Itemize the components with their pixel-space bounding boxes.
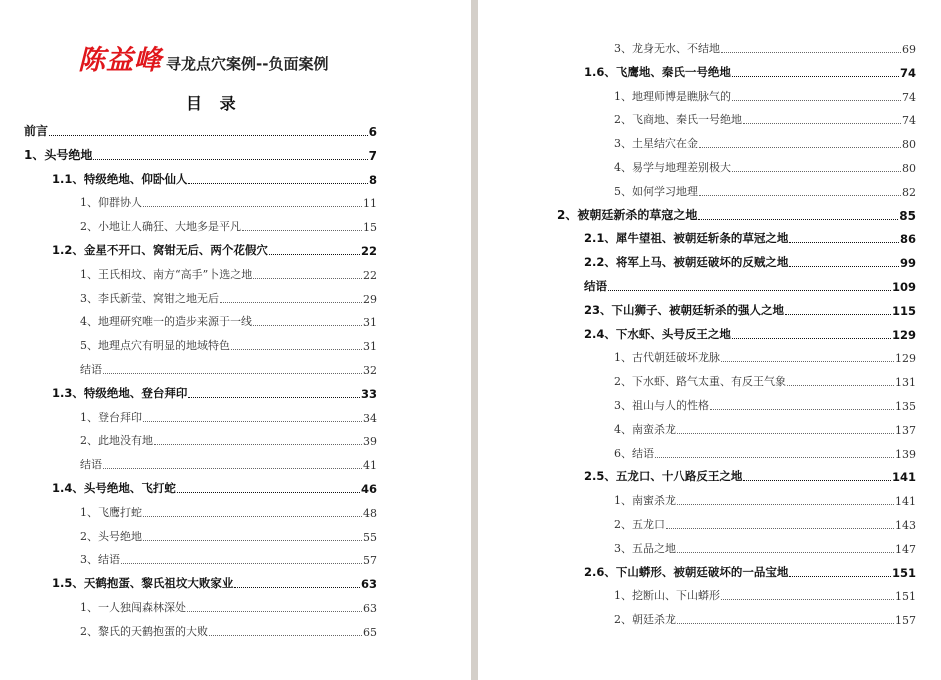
toc-entry[interactable]: [614, 157, 916, 175]
leader-dots: [743, 122, 901, 124]
toc-entry-label: 4、易学与地理差别极大: [614, 161, 731, 174]
leader-dots: [677, 622, 894, 624]
toc-entry-label: 3、龙身无水、不结地: [614, 42, 720, 55]
toc-entry[interactable]: [584, 228, 916, 246]
toc-entry-label: 2.6、下山蟒形、被朝廷破坏的一品宝地: [584, 564, 789, 579]
leader-dots: [177, 491, 360, 493]
toc-entry[interactable]: [24, 145, 377, 163]
toc-entry-page: 48: [363, 506, 377, 520]
leader-dots: [143, 539, 362, 541]
leader-dots: [789, 575, 891, 577]
toc-entry-page: 29: [363, 292, 377, 306]
leader-dots: [698, 218, 898, 220]
toc-entry-label: 4、地理研究唯一的造步来源于一线: [80, 315, 252, 329]
toc-entry-label: 6、结语: [614, 446, 654, 460]
toc-entry-label: 1.4、头号绝地、飞打蛇: [52, 481, 176, 495]
toc-entry-page: 139: [895, 447, 916, 461]
leader-dots: [49, 134, 368, 136]
toc-entry-page: 137: [895, 423, 916, 437]
toc-entry-label: 5、如何学习地理: [614, 184, 698, 198]
leader-dots: [143, 205, 362, 207]
toc-entry[interactable]: [557, 205, 916, 223]
author-name: 陈益峰: [78, 45, 162, 76]
toc-entry[interactable]: [614, 38, 916, 56]
toc-entry-label: 2、五龙口: [614, 518, 665, 531]
toc-entry-page: 31: [363, 316, 377, 330]
toc-entry-label: 2、被朝廷新杀的草寇之地: [557, 207, 698, 222]
toc-entry[interactable]: [80, 621, 377, 639]
toc-entry[interactable]: [614, 419, 916, 437]
toc-entry[interactable]: [80, 526, 377, 544]
toc-entry-page: 141: [895, 495, 916, 509]
toc-entry[interactable]: [52, 383, 377, 401]
leader-dots: [93, 158, 367, 160]
toc-entry[interactable]: [52, 240, 377, 258]
leader-dots: [269, 253, 360, 255]
toc-entry-label: 前言: [24, 124, 49, 138]
toc-entry-page: 131: [895, 376, 916, 390]
leader-dots: [242, 229, 362, 231]
toc-entry[interactable]: [584, 562, 916, 580]
toc-entry[interactable]: [80, 430, 377, 448]
toc-entry-page: 80: [902, 162, 916, 175]
toc-entry-page: 99: [899, 256, 916, 271]
toc-entry[interactable]: [80, 335, 377, 353]
toc-entry[interactable]: [52, 169, 377, 187]
toc-entry-page: 69: [902, 43, 916, 56]
leader-dots: [103, 467, 362, 469]
toc-entry-page: 31: [363, 340, 377, 354]
toc-entry-label: 结语: [80, 458, 102, 472]
leader-dots: [608, 289, 891, 291]
toc-entry[interactable]: [584, 324, 916, 342]
toc-heading: 目 录: [186, 94, 242, 113]
toc-entry-label: 结语: [584, 279, 607, 293]
toc-entry-page: 109: [891, 280, 916, 294]
toc-entry[interactable]: [80, 549, 377, 567]
toc-entry-page: 39: [363, 435, 377, 449]
leader-dots: [787, 384, 894, 386]
toc-entry[interactable]: [584, 300, 916, 318]
toc-entry[interactable]: [614, 395, 916, 413]
toc-entry-label: 2.2、将军上马、被朝廷破坏的反贼之地: [584, 255, 789, 270]
toc-entry-page: 86: [899, 232, 916, 247]
toc-entry-page: 143: [895, 519, 916, 532]
toc-entry[interactable]: [80, 359, 377, 377]
toc-entry[interactable]: [614, 443, 916, 461]
toc-entry-label: 4、南蛮杀龙: [614, 422, 676, 436]
toc-entry[interactable]: [52, 478, 377, 496]
leader-dots: [188, 182, 368, 184]
toc-entry-label: 2、下水虾、路气太重、有反王气象: [614, 375, 786, 389]
toc-entry[interactable]: [584, 252, 916, 270]
toc-entry[interactable]: [614, 538, 916, 556]
toc-entry-page: 7: [368, 148, 377, 163]
toc-entry[interactable]: [80, 192, 377, 210]
toc-entry-label: 23、下山狮子、被朝廷斩杀的强人之地: [584, 302, 785, 317]
toc-entry[interactable]: [52, 573, 377, 591]
toc-entry[interactable]: [80, 216, 377, 234]
toc-entry-page: 57: [363, 554, 377, 568]
toc-entry-page: 15: [363, 221, 377, 235]
leader-dots: [187, 610, 362, 612]
leader-dots: [253, 324, 362, 326]
leader-dots: [154, 443, 362, 445]
toc-entry-page: 55: [363, 530, 377, 544]
toc-entry-page: 115: [891, 303, 916, 318]
toc-entry[interactable]: [584, 62, 916, 80]
leader-dots: [699, 146, 901, 148]
toc-entry-page: 32: [363, 364, 377, 377]
leader-dots: [655, 456, 894, 458]
toc-entry[interactable]: [80, 264, 377, 282]
toc-entry-label: 1、南蜜杀龙: [614, 494, 676, 508]
leader-dots: [121, 562, 362, 564]
toc-entry-label: 1、登台拜印: [80, 410, 142, 424]
toc-entry[interactable]: [614, 490, 916, 508]
toc-entry[interactable]: [614, 86, 916, 104]
toc-entry-label: 2.5、五龙口、十八路反王之地: [584, 469, 743, 484]
toc-entry-page: 135: [895, 400, 916, 413]
toc-entry-page: 6: [368, 125, 377, 139]
toc-entry-page: 65: [363, 625, 377, 639]
leader-dots: [103, 372, 362, 374]
toc-entry-label: 2、飞商地、秦氏一号绝地: [614, 113, 742, 127]
toc-entry-page: 8: [368, 172, 377, 187]
leader-dots: [732, 170, 901, 172]
toc-entry-label: 3、土星结穴在金: [614, 137, 698, 151]
toc-entry-page: 33: [360, 386, 377, 401]
toc-entry[interactable]: [584, 466, 916, 484]
toc-entry-label: 1.2、金星不开口、窝钳无后、两个花假穴: [52, 243, 268, 257]
toc-entry-page: 22: [360, 244, 377, 258]
toc-entry[interactable]: [24, 121, 377, 139]
toc-entry[interactable]: [80, 288, 377, 306]
toc-entry[interactable]: [614, 371, 916, 389]
leader-dots: [699, 194, 901, 196]
toc-entry[interactable]: [584, 276, 916, 294]
toc-entry-label: 1、头号绝地: [24, 147, 93, 162]
toc-entry[interactable]: [614, 133, 916, 151]
leader-dots: [253, 277, 362, 279]
toc-entry-label: 2、黎氏的天鹤抱蛋的大败: [80, 624, 208, 638]
toc-entry-label: 2.1、犀牛望祖、被朝廷斩条的草冠之地: [584, 231, 789, 246]
leader-dots: [721, 360, 894, 362]
leader-dots: [677, 503, 894, 505]
toc-entry-page: 74: [902, 114, 916, 128]
toc-entry-page: 34: [363, 411, 377, 425]
leader-dots: [220, 301, 362, 303]
toc-entry[interactable]: [80, 502, 377, 520]
toc-entry[interactable]: [80, 311, 377, 329]
leader-dots: [732, 99, 901, 101]
leader-dots: [721, 51, 901, 53]
toc-entry[interactable]: [80, 597, 377, 615]
toc-entry-page: 151: [891, 565, 916, 580]
toc-entry-page: 63: [360, 577, 377, 592]
leader-dots: [231, 348, 362, 350]
toc-entry-label: 2、此地没有地: [80, 434, 153, 448]
toc-entry-page: 11: [363, 197, 377, 211]
toc-entry-page: 85: [899, 208, 916, 223]
document-subtitle: 寻龙点穴案例--负面案例: [166, 55, 329, 73]
toc-entry[interactable]: [80, 407, 377, 425]
toc-entry-label: 2.4、下水虾、头号反王之地: [584, 326, 731, 341]
toc-entry-label: 2、朝廷杀龙: [614, 613, 676, 627]
leader-dots: [732, 75, 899, 77]
toc-entry-label: 5、地理点穴有明显的地域特色: [80, 339, 230, 353]
toc-entry-page: 82: [902, 185, 916, 199]
toc-entry[interactable]: [614, 347, 916, 365]
leader-dots: [188, 396, 360, 398]
toc-entry-label: 1.6、飞鹰地、秦氏一号绝地: [584, 64, 731, 79]
toc-entry-label: 1、挖断山、下山蟒形: [614, 589, 720, 603]
leader-dots: [143, 515, 362, 517]
toc-entry-label: 1.5、天鹤抱蛋、黎氏祖坟大败家业: [52, 576, 234, 591]
toc-entry[interactable]: [614, 585, 916, 603]
toc-entry-label: 1、古代朝廷破坏龙脉: [614, 351, 720, 365]
leader-dots: [234, 586, 360, 588]
toc-entry-label: 1、王氏相坟、南方“高手”卜选之地: [80, 267, 253, 281]
toc-entry[interactable]: [614, 514, 916, 532]
toc-entry-label: 1、飞鹰打蛇: [80, 505, 142, 519]
toc-entry-page: 147: [895, 542, 916, 556]
leader-dots: [677, 551, 894, 553]
toc-entry-page: 63: [363, 602, 377, 615]
toc-entry-label: 3、祖山与人的性格: [614, 399, 709, 412]
toc-entry-label: 1、地理师博是瞧脉气的: [614, 89, 731, 103]
toc-entry-label: 结语: [80, 363, 102, 376]
toc-entry-page: 74: [902, 90, 916, 104]
toc-entry-label: 1.3、特级绝地、登台拜印: [52, 385, 188, 400]
leader-dots: [143, 420, 362, 422]
toc-entry-page: 46: [360, 482, 377, 496]
leader-dots: [209, 634, 362, 636]
toc-entry[interactable]: [614, 109, 916, 127]
toc-entry[interactable]: [614, 181, 916, 199]
toc-entry-label: 3、李氏新莹、窝钳之地无后: [80, 291, 219, 305]
toc-entry-label: 2、小地让人确狂、大地多是平凡: [80, 220, 241, 234]
toc-entry-label: 1、仰群协人: [80, 196, 142, 210]
toc-entry-label: 1、一人独闯森林深处: [80, 601, 186, 614]
leader-dots: [710, 408, 894, 410]
toc-entry[interactable]: [614, 609, 916, 627]
leader-dots: [789, 241, 899, 243]
leader-dots: [785, 313, 891, 315]
toc-entry-label: 3、五品之地: [614, 541, 676, 555]
toc-entry-page: 129: [895, 352, 916, 366]
toc-entry-page: 74: [899, 65, 916, 80]
toc-entry-page: 22: [363, 268, 377, 282]
leader-dots: [721, 598, 894, 600]
toc-entry-page: 129: [891, 327, 916, 342]
toc-entry-page: 141: [891, 470, 916, 485]
toc-entry-label: 1.1、特级绝地、仰卧仙人: [52, 171, 188, 186]
leader-dots: [677, 432, 894, 434]
toc-entry[interactable]: [80, 454, 377, 472]
toc-entry-page: 80: [902, 138, 916, 152]
toc-entry-label: 2、头号绝地: [80, 529, 142, 543]
toc-entry-page: 151: [895, 590, 916, 604]
toc-entry-page: 41: [363, 459, 377, 473]
leader-dots: [743, 479, 891, 481]
toc-page-right: [478, 0, 941, 680]
leader-dots: [732, 337, 891, 339]
leader-dots: [666, 527, 894, 529]
toc-entry-label: 3、结语: [80, 553, 120, 567]
toc-entry-page: 157: [895, 614, 916, 628]
document-title: [78, 38, 328, 77]
leader-dots: [789, 265, 899, 267]
